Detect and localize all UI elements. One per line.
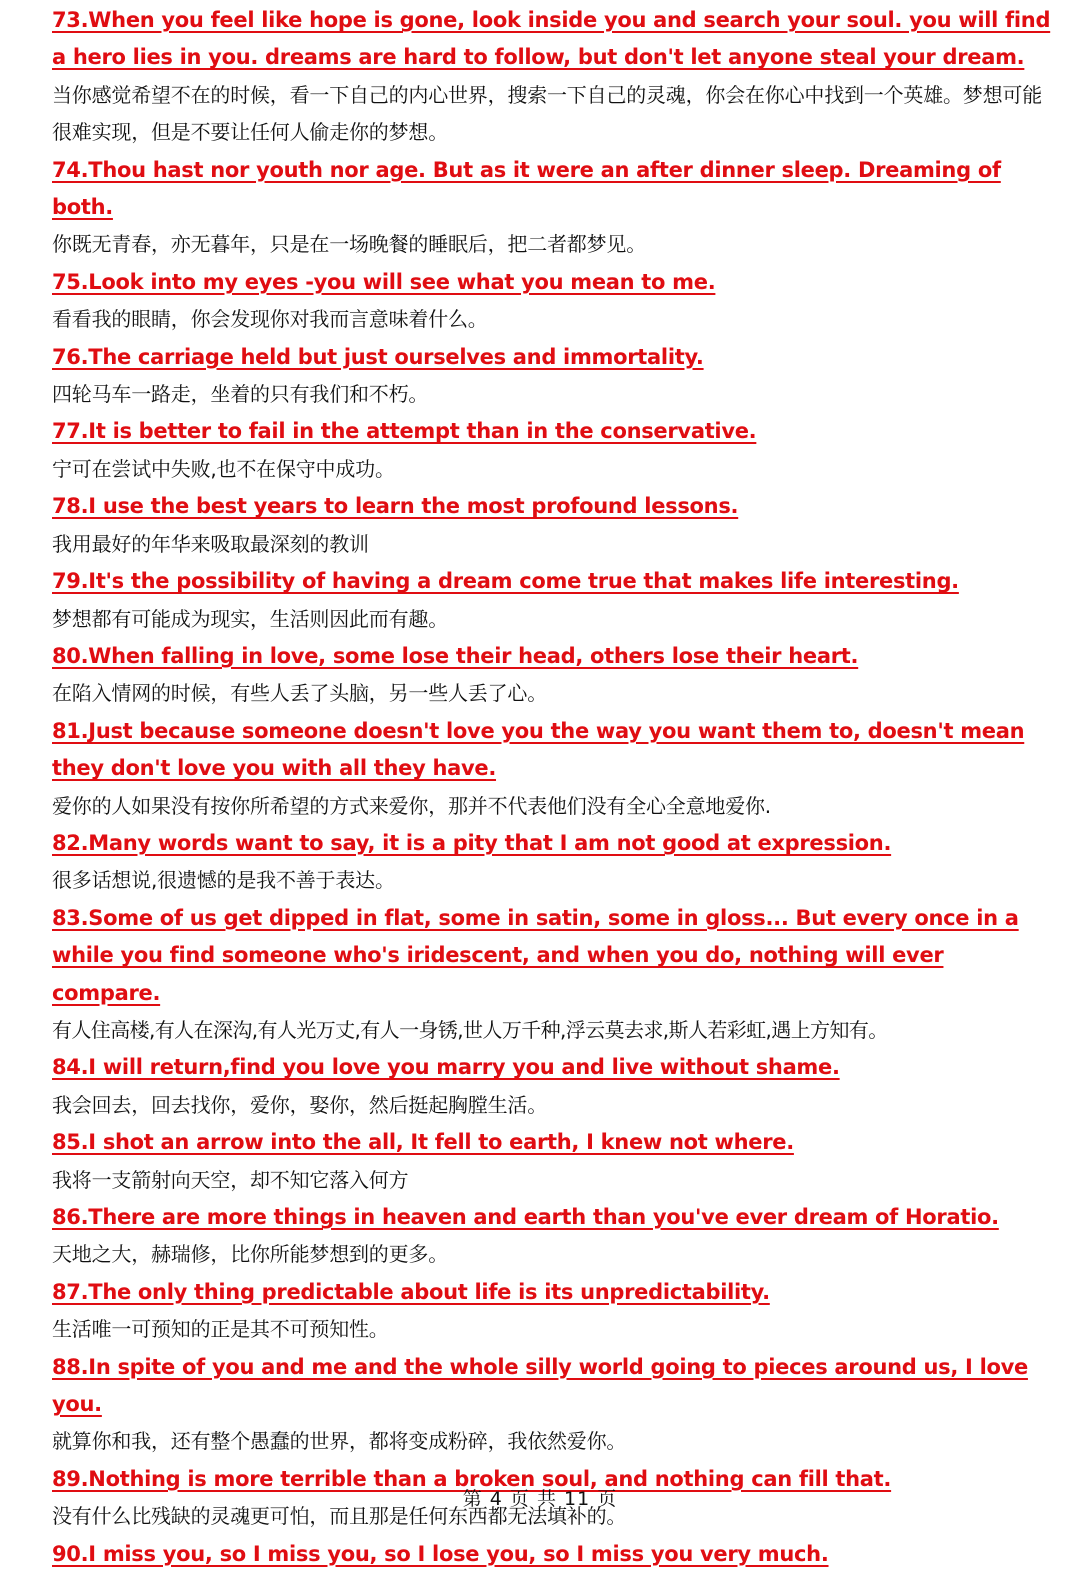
english-sentence: 74.Thou hast nor youth nor age. But as it were an after dinner sleep. Dreaming of both. [52, 157, 1001, 220]
chinese-translation: 我会回去，回去找你，爱你，娶你，然后挺起胸膛生活。 [52, 1092, 547, 1117]
entry-84 [52, 1049, 1052, 1124]
page-number-footer: 第 4 页 共 11 页 [462, 1488, 618, 1510]
entry-76 [52, 339, 1052, 414]
chinese-translation: 天地之大，赫瑞修，比你所能梦想到的更多。 [52, 1242, 448, 1267]
chinese-translation: 在陷入情网的时候，有些人丢了头脑，另一些人丢了心。 [52, 681, 547, 706]
english-sentence: 84.I will return,find you love you marry you and live without shame. [52, 1055, 840, 1080]
english-sentence: 81.Just because someone doesn't love you the way you want them to, doesn't mean they don't love you with all they have. [52, 718, 1025, 781]
entry-87 [52, 1274, 1052, 1349]
entry-85 [52, 1124, 1052, 1199]
chinese-translation: 看看我的眼睛，你会发现你对我而言意味着什么。 [52, 307, 488, 332]
english-sentence: 77.It is better to fail in the attempt than in the conservative. [52, 419, 757, 444]
english-sentence: 88.In spite of you and me and the whole silly world going to pieces around us, I love you. [52, 1354, 1028, 1417]
english-sentence: 85.I shot an arrow into the all, It fell to earth, I knew not where. [52, 1130, 794, 1155]
english-sentence: 79.It's the possibility of having a dream come true that makes life interesting. [52, 569, 959, 594]
entry-73 [52, 2, 1052, 152]
entry-83 [52, 900, 1052, 1050]
document-body [52, 2, 1052, 1573]
english-sentence: 80.When falling in love, some lose their head, others lose their heart. [52, 643, 859, 668]
entry-75 [52, 264, 1052, 339]
chinese-translation: 你既无青春，亦无暮年，只是在一场晚餐的睡眠后，把二者都梦见。 [52, 232, 646, 257]
english-sentence: 89.Nothing is more terrible than a broken soul, and nothing can fill that. [52, 1466, 892, 1491]
english-sentence: 83.Some of us get dipped in flat, some in satin, some in gloss... But every once in a while you find someone who's iridescent, and when you do, nothing will ever compare. [52, 905, 1019, 1005]
entry-79 [52, 563, 1052, 638]
english-sentence: 87.The only thing predictable about life is its unpredictability. [52, 1279, 770, 1304]
chinese-translation: 有人住高楼,有人在深沟,有人光万丈,有人一身锈,世人万千种,浮云莫去求,斯人若彩虹,遇上方知有。 [52, 1017, 888, 1042]
chinese-translation: 四轮马车一路走，坐着的只有我们和不朽。 [52, 382, 429, 407]
chinese-translation: 我将一支箭射向天空，却不知它落入何方 [52, 1167, 409, 1192]
chinese-translation: 爱你的人如果没有按你所希望的方式来爱你，那并不代表他们没有全心全意地爱你. [52, 793, 771, 818]
chinese-translation: 宁可在尝试中失败,也不在保守中成功。 [52, 456, 395, 481]
chinese-translation: 很多话想说,很遗憾的是我不善于表达。 [52, 868, 395, 893]
english-sentence: 86.There are more things in heaven and earth than you've ever dream of Horatio. [52, 1205, 999, 1229]
entry-78 [52, 488, 1052, 563]
chinese-translation: 就算你和我，还有整个愚蠢的世界，都将变成粉碎，我依然爱你。 [52, 1429, 627, 1454]
entry-82 [52, 825, 1052, 900]
english-sentence: 78.I use the best years to learn the most profound lessons. [52, 494, 739, 519]
english-sentence: 90.I miss you, so I miss you, so I lose you, so I miss you very much. [52, 1541, 829, 1566]
chinese-translation: 生活唯一可预知的正是其不可预知性。 [52, 1317, 389, 1342]
entry-88 [52, 1349, 1052, 1461]
entry-80 [52, 638, 1052, 713]
entry-90 [52, 1536, 1052, 1573]
chinese-translation: 我用最好的年华来吸取最深刻的教训 [52, 531, 369, 556]
english-sentence: 76.The carriage held but just ourselves and immortality. [52, 344, 704, 369]
entry-81 [52, 713, 1052, 825]
chinese-translation: 当你感觉希望不在的时候，看一下自己的内心世界，搜索一下自己的灵魂，你会在你心中找到一个英雄。梦想可能很难实现，但是不要让任何人偷走你的梦想。 [52, 82, 1042, 145]
entry-86 [52, 1199, 1052, 1274]
chinese-translation: 梦想都有可能成为现实，生活则因此而有趣。 [52, 606, 448, 631]
chinese-translation: 没有什么比残缺的灵魂更可怕，而且那是任何东西都无法填补的。 [52, 1504, 627, 1529]
english-sentence: 75.Look into my eyes -you will see what you mean to me. [52, 269, 716, 294]
entry-77 [52, 413, 1052, 488]
english-sentence: 73.When you feel like hope is gone, look inside you and search your soul. you will find a hero lies in you. dreams are hard to follow, but don't let anyone steal your dream. [52, 8, 1051, 70]
english-sentence: 82.Many words want to say, it is a pity that I am not good at expression. [52, 830, 892, 855]
entry-74 [52, 152, 1052, 264]
